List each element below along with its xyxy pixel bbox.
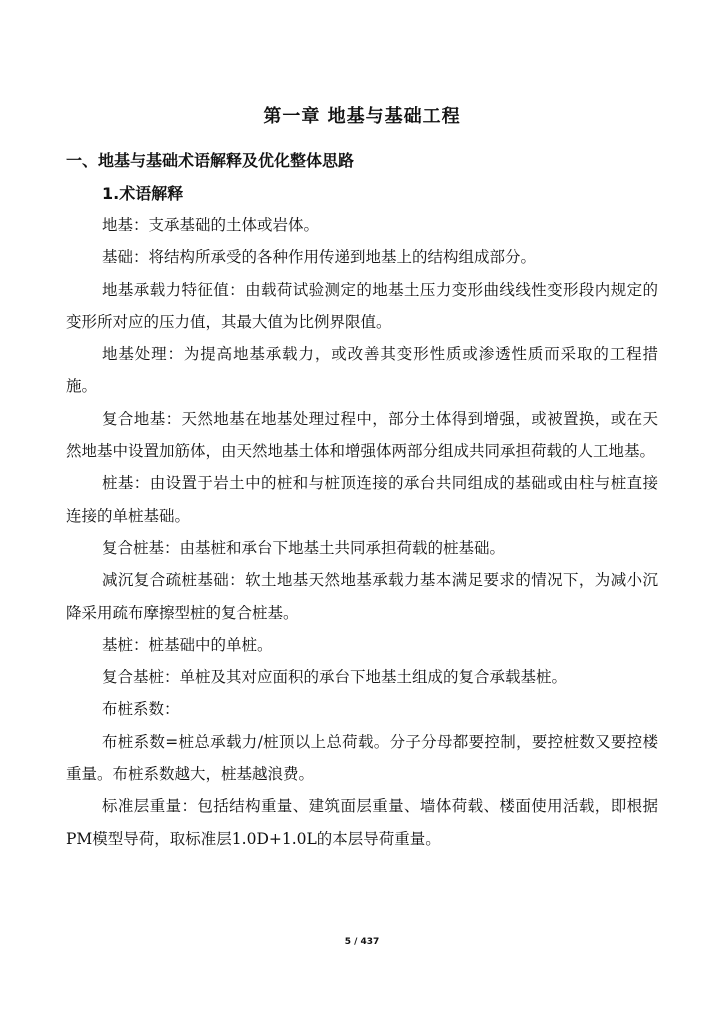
paragraph-composite-foundation: 复合地基：天然地基在地基处理过程中，部分土体得到增强，或被置换，或在天然地基中设置加筋体，由天然地基土体和增强体两部分组成共同承担荷载的人工地基。 [66,409,658,461]
paragraph-pile-layout-coefficient: 布桩系数： [102,700,180,719]
body-text [66,209,658,855]
chapter-title: 第一章 地基与基础工程 [263,106,461,127]
paragraph-foundation-pile: 基桩：桩基础中的单桩。 [102,635,273,654]
paragraph-foundation: 基础：将结构所承受的各种作用传递到地基上的结构组成部分。 [102,248,537,267]
sub-heading: 1.术语解释 [102,184,184,203]
paragraph-composite-foundation-pile: 复合基桩：单桩及其对应面积的承台下地基土组成的复合承载基桩。 [102,668,568,687]
paragraph-settlement-reducing-piles: 减沉复合疏桩基础：软土地基天然地基承载力基本满足要求的情况下，为减小沉降采用疏布摩擦型桩的复合桩基。 [66,571,658,622]
paragraph-pile-foundation: 桩基：由设置于岩土中的桩和与桩顶连接的承台共同组成的基础或由柱与桩直接连接的单桩基础。 [66,474,658,525]
paragraph-pile-layout-formula: 布桩系数=桩总承载力/桩顶以上总荷载。分子分母都要控制，要控桩数又要控楼重量。布桩系数越大，桩基越浪费。 [66,732,658,784]
paragraph-standard-floor-weight: 标准层重量：包括结构重量、建筑面层重量、墙体荷载、楼面使用活载，即根据PM模型导荷，取标准层1.0D+1.0L的本层导荷重量。 [66,797,658,848]
paragraph-foundation-soil: 地基：支承基础的土体或岩体。 [102,216,320,234]
section-heading: 一、地基与基础术语解释及优化整体思路 [66,151,355,170]
paragraph-bearing-capacity: 地基承载力特征值：由载荷试验测定的地基土压力变形曲线线性变形段内规定的变形所对应的压力值，其最大值为比例界限值。 [66,280,658,331]
page-number: 5 / 437 [344,937,380,947]
paragraph-ground-treatment: 地基处理：为提高地基承载力，或改善其变形性质或渗透性质而采取的工程措施。 [66,345,658,396]
paragraph-composite-pile-foundation: 复合桩基：由基桩和承台下地基土共同承担荷载的桩基础。 [102,538,506,557]
